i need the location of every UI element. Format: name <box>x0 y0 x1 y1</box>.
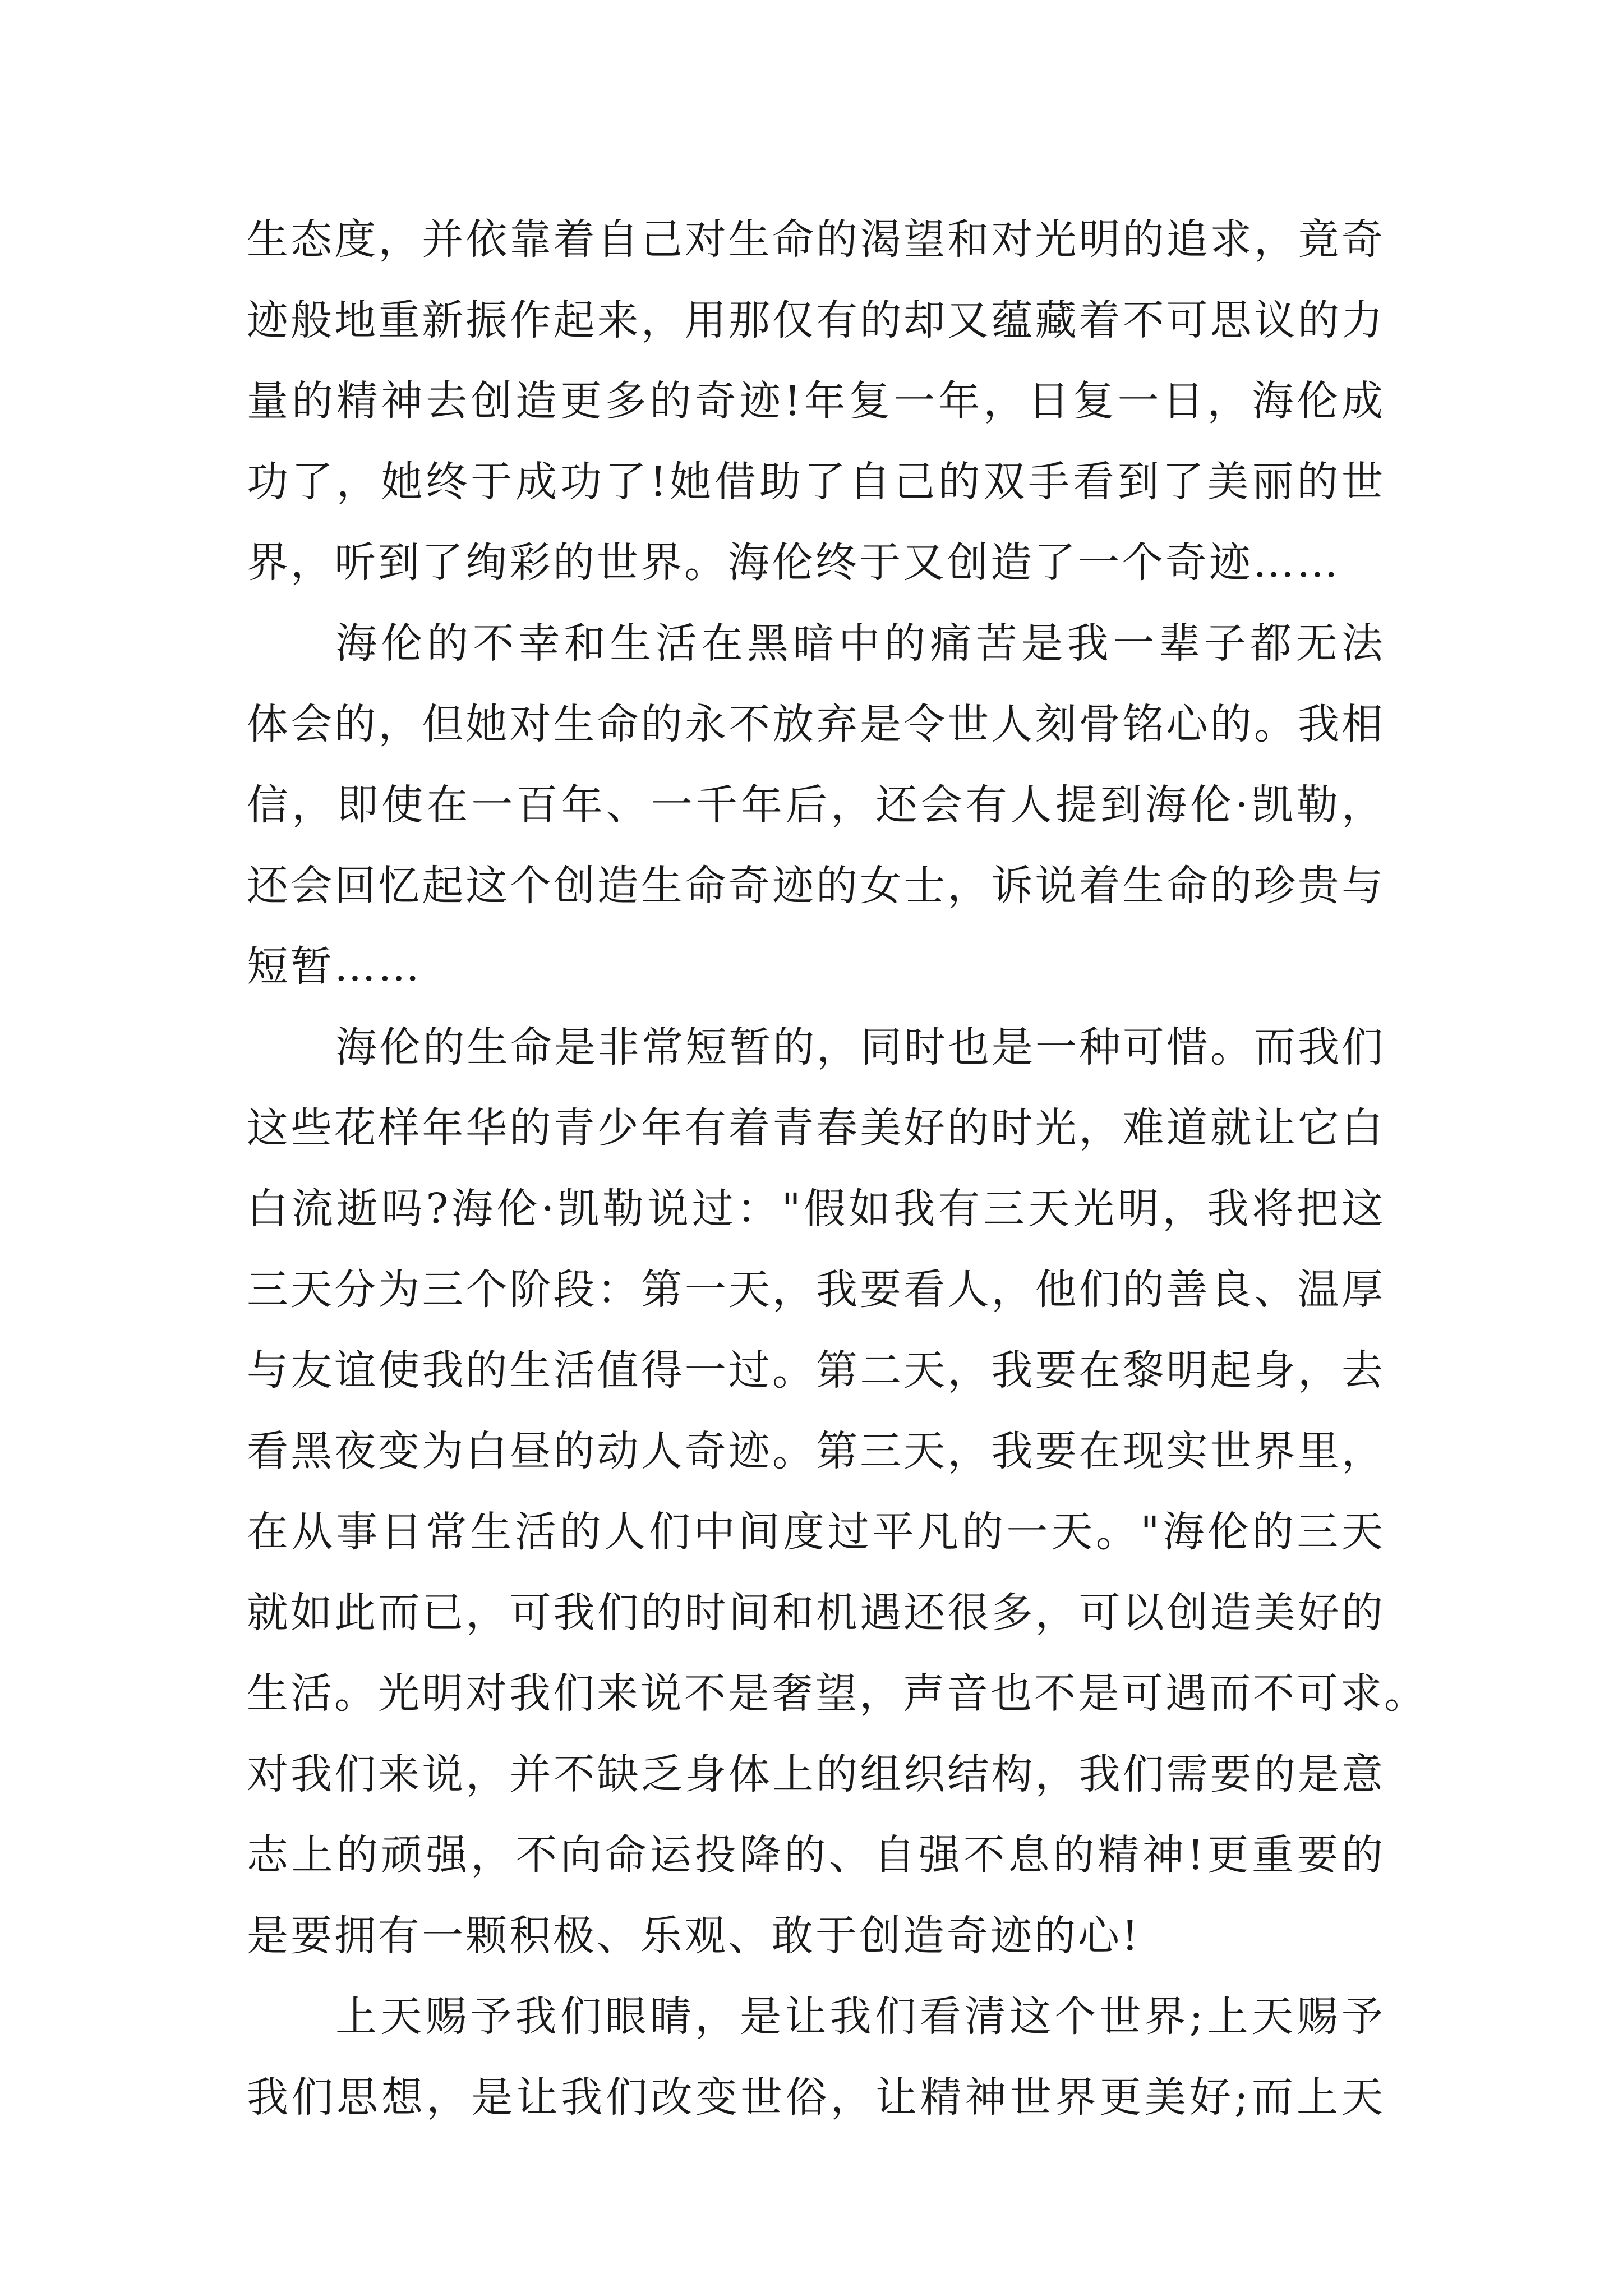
text-line: 与友谊使我的生活值得一过。第二天，我要在黎明起身，去 <box>247 1346 1385 1395</box>
paragraph-start-line: 海伦的生命是非常短暂的，同时也是一种可惜。而我们 <box>335 1023 1385 1071</box>
text-line: 这些花样年华的青少年有着青春美好的时光，难道就让它白 <box>247 1104 1385 1152</box>
paragraph-start-line: 海伦的不幸和生活在黑暗中的痛苦是我一辈子都无法 <box>335 619 1385 668</box>
text-line: 对我们来说，并不缺乏身体上的组织结构，我们需要的是意 <box>247 1750 1385 1798</box>
text-line: 体会的，但她对生命的永不放弃是令世人刻骨铭心的。我相 <box>247 700 1385 748</box>
text-line: 志上的顽强，不向命运投降的、自强不息的精神!更重要的 <box>247 1831 1385 1879</box>
text-line: 三天分为三个阶段：第一天，我要看人，他们的善良、温厚 <box>247 1266 1385 1314</box>
text-line: 看黑夜变为白昼的动人奇迹。第三天，我要在现实世界里， <box>247 1427 1385 1475</box>
text-line: 生活。光明对我们来说不是奢望，声音也不是可遇而不可求。 <box>247 1669 1428 1718</box>
text-line: 在从事日常生活的人们中间度过平凡的一天。"海伦的三天 <box>247 1508 1385 1556</box>
text-line: 迹般地重新振作起来，用那仅有的却又蕴藏着不可思议的力 <box>247 296 1385 344</box>
text-line: 我们思想，是让我们改变世俗，让精神世界更美好;而上天 <box>247 2073 1385 2122</box>
text-line: 短暂…… <box>247 942 422 991</box>
text-line: 功了，她终于成功了!她借助了自己的双手看到了美丽的世 <box>247 458 1385 506</box>
text-line: 量的精神去创造更多的奇迹!年复一年，日复一日，海伦成 <box>247 377 1385 425</box>
text-line: 界，听到了绚彩的世界。海伦终于又创造了一个奇迹…… <box>247 539 1340 587</box>
text-line: 就如此而已，可我们的时间和机遇还很多，可以创造美好的 <box>247 1589 1385 1637</box>
text-line: 还会回忆起这个创造生命奇迹的女士，诉说着生命的珍贵与 <box>247 862 1385 910</box>
text-line: 生态度，并依靠着自己对生命的渴望和对光明的追求，竟奇 <box>247 215 1385 264</box>
paragraph-start-line: 上天赐予我们眼睛，是让我们看清这个世界;上天赐予 <box>335 1993 1385 2041</box>
body-text <box>247 199 1428 2138</box>
text-line: 白流逝吗?海伦·凯勒说过："假如我有三天光明，我将把这 <box>247 1185 1385 1233</box>
text-line: 是要拥有一颗积极、乐观、敢于创造奇迹的心! <box>247 1912 1141 1960</box>
text-line: 信，即使在一百年、一千年后，还会有人提到海伦·凯勒， <box>247 781 1385 829</box>
